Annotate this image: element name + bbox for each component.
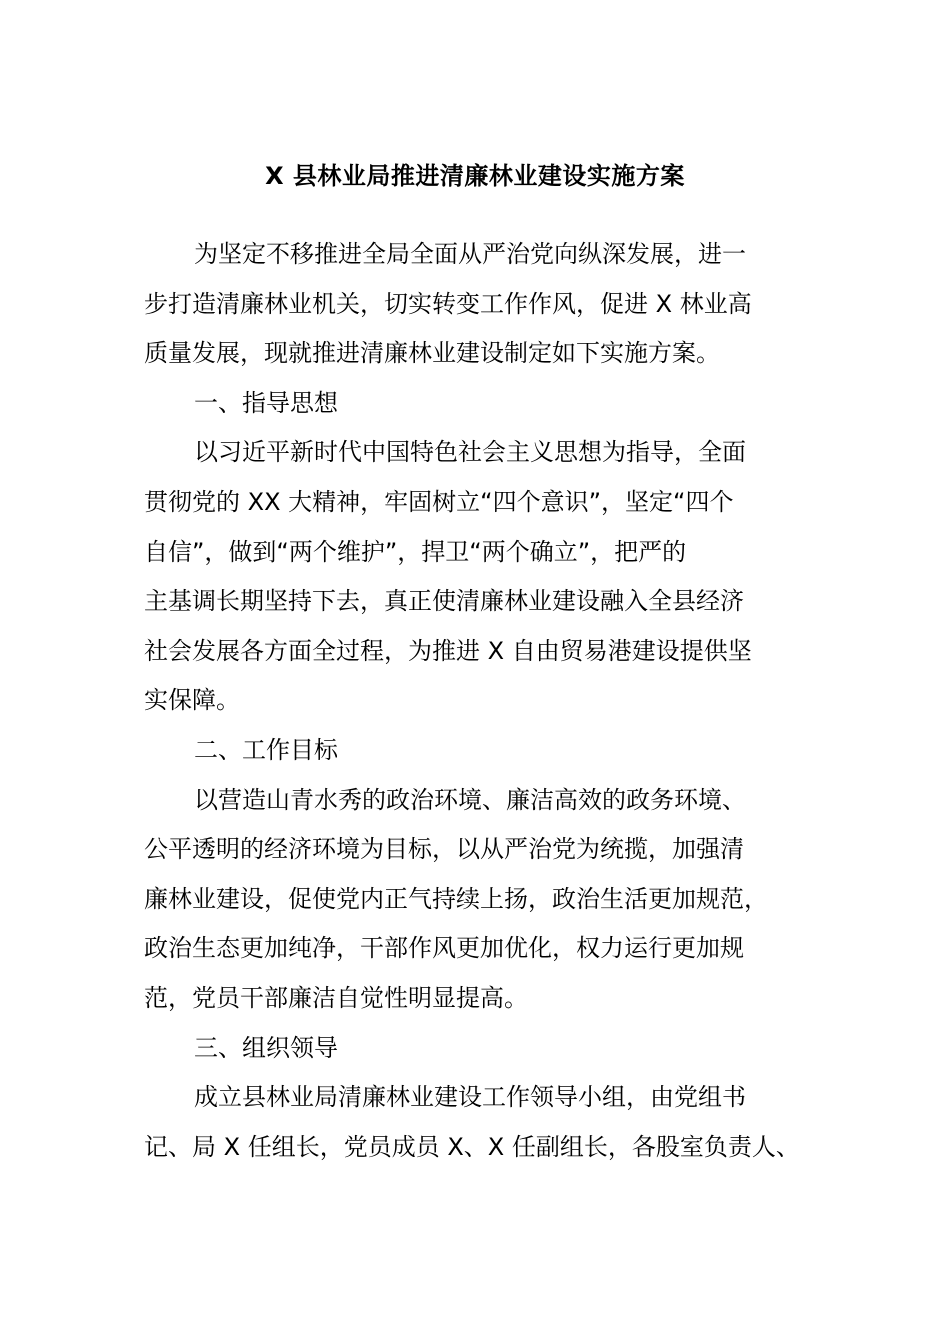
paragraph-ideology-line-5: 社会发展各方面全过程，为推进 X 自由贸易港建设提供坚 (144, 636, 752, 665)
paragraph-leadership-line-2: 记、局 X 任组长，党员成员 X、X 任副组长，各股室负责人、 (144, 1132, 800, 1161)
paragraph-ideology-line-2: 贯彻党的 XX 大精神，牢固树立“四个意识”，坚定“四个 (144, 487, 734, 516)
paragraph-goals-line-2: 公平透明的经济环境为目标，以从严治党为统揽，加强清 (144, 835, 744, 864)
paragraph-goals-line-5: 范，党员干部廉洁自觉性明显提高。 (144, 983, 528, 1012)
section-heading-guiding-ideology: 一、指导思想 (194, 388, 338, 417)
paragraph-leadership-line-1: 成立县林业局清廉林业建设工作领导小组，由党组书 (194, 1083, 746, 1112)
paragraph-ideology-line-4: 主基调长期坚持下去，真正使清廉林业建设融入全县经济 (144, 587, 744, 616)
paragraph-ideology-line-6: 实保障。 (144, 686, 240, 715)
paragraph-ideology-line-1: 以习近平新时代中国特色社会主义思想为指导，全面 (194, 438, 746, 467)
paragraph-intro-line-1: 为坚定不移推进全局全面从严治党向纵深发展，进一 (194, 240, 746, 268)
paragraph-intro-line-2: 步打造清廉林业机关，切实转变工作作风，促进 X 林业高 (144, 289, 752, 318)
paragraph-intro-line-3: 质量发展，现就推进清廉林业建设制定如下实施方案。 (144, 339, 720, 368)
paragraph-ideology-line-3: 自信”，做到“两个维护”，捍卫“两个确立”，把严的 (144, 537, 687, 566)
paragraph-goals-line-3: 廉林业建设，促使党内正气持续上扬，政治生活更加规范， (144, 884, 768, 913)
paragraph-goals-line-1: 以营造山青水秀的政治环境、廉洁高效的政务环境、 (194, 785, 746, 814)
section-heading-work-goals: 二、工作目标 (194, 735, 338, 764)
document-body (144, 230, 804, 1172)
document-title: X 县林业局推进清廉林业建设实施方案 (265, 162, 685, 190)
paragraph-goals-line-4: 政治生态更加纯净，干部作风更加优化，权力运行更加规 (144, 934, 744, 963)
section-heading-leadership: 三、组织领导 (194, 1033, 338, 1062)
